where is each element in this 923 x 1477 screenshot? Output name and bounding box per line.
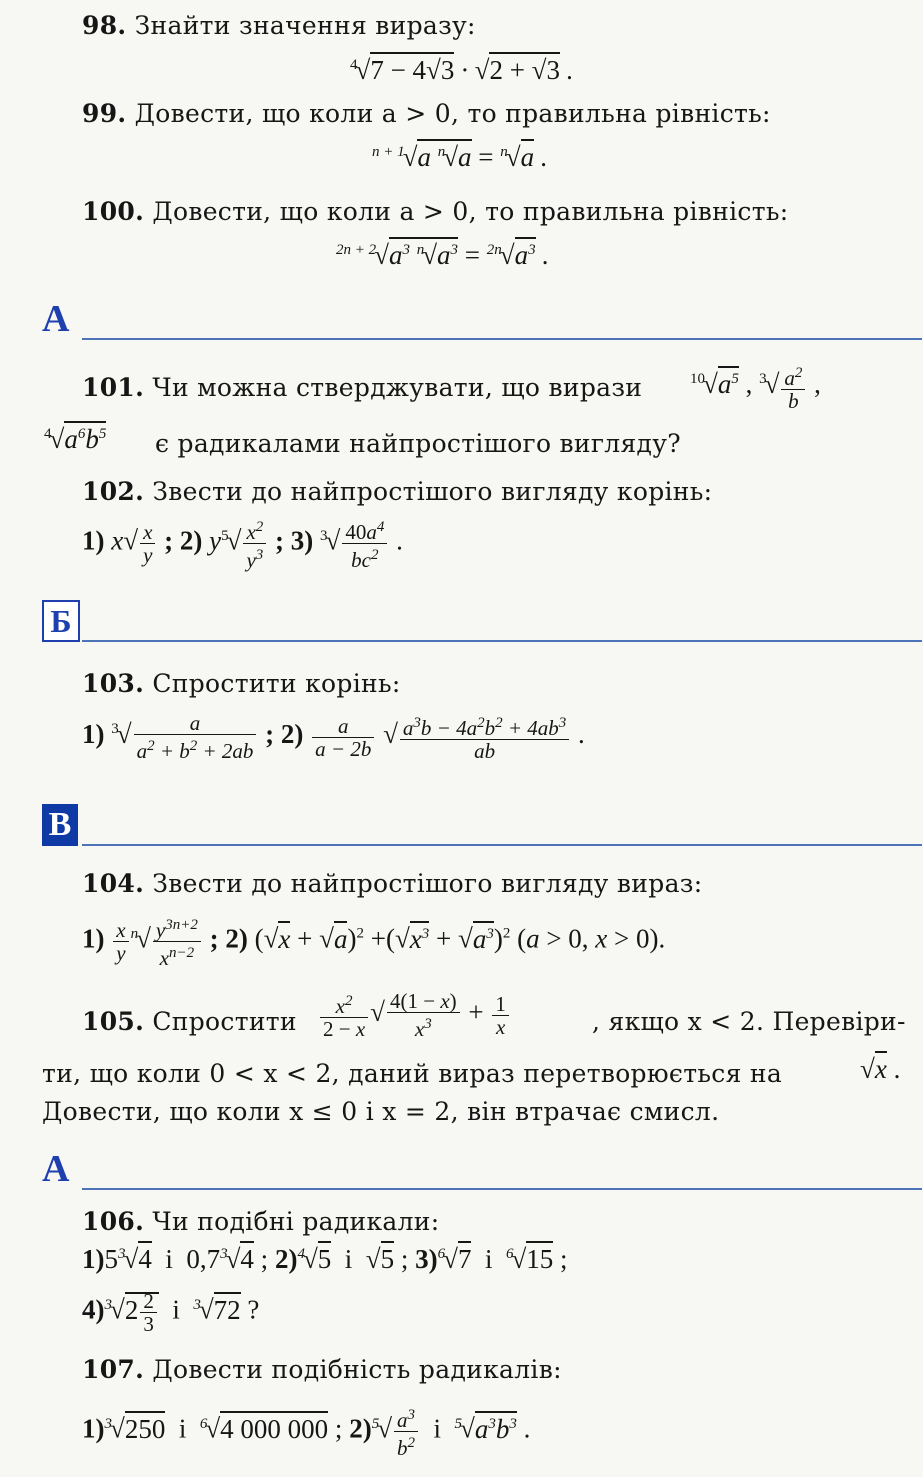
problem-text: Звести до найпростішого вигляду корінь: bbox=[152, 477, 713, 506]
problem-101 bbox=[82, 372, 642, 404]
formula-105: $\frac{x^2}{2 - x}$ √ $\frac{4(1 - x)}{x^3}$ + $\frac{1}{x}$ bbox=[318, 990, 511, 1040]
problem-105-cond bbox=[592, 1006, 906, 1038]
problem-text: Спростити bbox=[152, 1007, 297, 1036]
problem-number: 99. bbox=[82, 99, 127, 128]
problem-text: Чи подібні радикали: bbox=[152, 1207, 440, 1236]
formula-99: $^{n + 1}$√a $^n$√a = $^n$√a . bbox=[372, 142, 548, 173]
section-rule bbox=[82, 844, 922, 846]
problem-number: 101. bbox=[82, 373, 145, 402]
formula-107: 1)$^3$√250 і $^6$√4 000 000 ; 2)$^5$√ $\frac{a^3}{b^2}$ і $^5√a^3b^3$ . bbox=[82, 1404, 530, 1459]
formula-104: 1) $\frac{x}{y}$ $^n$√ $\frac{y^{3n+2}}{x^{n-2}}$ ; 2) $(√x + √a)^2 +(√x^3 + √a^3)^2$ (a > 0, x > 0). bbox=[82, 914, 665, 969]
section-a2-header bbox=[42, 1150, 922, 1190]
problem-102 bbox=[82, 476, 712, 508]
problem-107 bbox=[82, 1354, 562, 1386]
formula-98: $^4$√7 − 4√3 · √2 + √3 . bbox=[350, 55, 574, 86]
problem-103 bbox=[82, 668, 401, 700]
formula-101-a: $^{10}√a^5$ , $^3$√ $\frac{a^2}{b}$ , bbox=[690, 362, 821, 412]
problem-text: Довести, що коли a > 0, то правильна рівність: bbox=[152, 197, 789, 226]
problem-number: 100. bbox=[82, 197, 145, 226]
formula-106-a: $1)5^3√4$ і $0,7^3√4$ ; 2)$^4$√5 і √5 ; 3)$^6$√7 і $^6$√15 ; bbox=[82, 1244, 568, 1275]
section-b-header bbox=[42, 602, 922, 642]
problem-101-cont bbox=[155, 428, 681, 460]
problem-text: ти, що коли 0 < x < 2, даний вираз перетворюється на bbox=[42, 1059, 783, 1088]
section-letter: Б bbox=[42, 600, 80, 642]
section-letter: В bbox=[42, 804, 78, 846]
problem-98 bbox=[82, 10, 476, 42]
problem-text: Довести, що коли x ≤ 0 і x = 2, він втрачає смисл. bbox=[42, 1097, 720, 1126]
problem-text: Знайти значення виразу: bbox=[134, 11, 476, 40]
problem-100 bbox=[82, 196, 788, 228]
problem-104 bbox=[82, 868, 702, 900]
problem-text: Довести подібність радикалів: bbox=[152, 1355, 562, 1384]
section-letter: А bbox=[42, 298, 70, 340]
formula-106-b: 4)$^3$√2 $\frac{2}{3}$ і $^3$√72 ? bbox=[82, 1289, 260, 1336]
section-v-header bbox=[42, 806, 922, 846]
problem-number: 98. bbox=[82, 11, 127, 40]
formula-103: 1) $^3$√ $\frac{a}{a^2 + b^2 + 2ab}$ ; 2) $\frac{a}{a - 2b}$ √ $\frac{a^3b - 4a^2b^2 + 4ab^3}{ab}$ . bbox=[82, 711, 585, 763]
section-rule bbox=[82, 640, 922, 642]
problem-number: 106. bbox=[82, 1207, 145, 1236]
problem-text: Довести, що коли a > 0, то правильна рівність: bbox=[134, 99, 771, 128]
section-rule bbox=[82, 338, 922, 340]
problem-105-line3 bbox=[42, 1096, 719, 1128]
problem-text: Спростити корінь: bbox=[152, 669, 401, 698]
formula-101-b: $^4√a^6b^5$ bbox=[44, 424, 106, 455]
problem-105 bbox=[82, 1006, 297, 1038]
section-a-header bbox=[42, 300, 922, 340]
problem-number: 107. bbox=[82, 1355, 145, 1384]
problem-text: є радикалами найпростішого вигляду? bbox=[155, 429, 681, 458]
section-letter: А bbox=[42, 1148, 70, 1190]
problem-number: 104. bbox=[82, 869, 145, 898]
formula-102: 1) x√ $\frac{x}{y}$ ; 2) $y^5√$ $\frac{x^2}{y^3}$ ; 3) $^3$√ $\frac{40a^4}{bc^2}$ . bbox=[82, 516, 403, 571]
section-rule bbox=[82, 1188, 922, 1190]
problem-text: , якщо x < 2. Перевіри- bbox=[592, 1007, 906, 1036]
formula-100: $^{2n + 2}√a^3$ $^n√a^3 = ^{2n}√a^3$ . bbox=[336, 240, 549, 271]
problem-text: Звести до найпростішого вигляду вираз: bbox=[152, 869, 703, 898]
problem-105-line2 bbox=[42, 1058, 782, 1090]
problem-106 bbox=[82, 1206, 440, 1238]
problem-number: 103. bbox=[82, 669, 145, 698]
formula-105-sqrtx: √x . bbox=[860, 1054, 900, 1085]
problem-number: 102. bbox=[82, 477, 145, 506]
problem-number: 105. bbox=[82, 1007, 145, 1036]
problem-text: Чи можна стверджувати, що вирази bbox=[152, 373, 643, 402]
problem-99 bbox=[82, 98, 771, 130]
